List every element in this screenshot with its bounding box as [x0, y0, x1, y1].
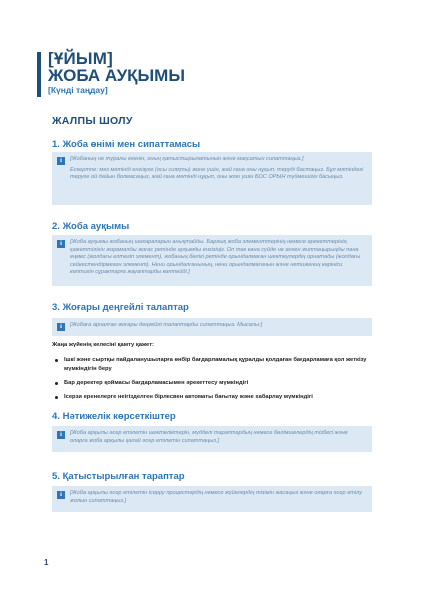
date-picker-placeholder[interactable]: [Күнді таңдау] [48, 85, 108, 95]
overview-heading: ЖАЛПЫ ШОЛУ [52, 115, 133, 127]
section-5-heading [52, 471, 185, 482]
section-number: 4. [52, 411, 60, 422]
section-number: 3. [52, 302, 60, 313]
list-item [52, 356, 372, 374]
page-number: 1 [44, 558, 49, 567]
info-icon: i [57, 240, 65, 248]
section-title: Жоба өнімі мен сипаттамасы [62, 139, 201, 150]
note-text: [Жоба арқылы әсер етілетін шектеліктерін, мүдделі тараптардың немесе бөлімшелердің тізбесі және оларға жоба арқылы қалай әсер етілетін сипаттаңыз.] [70, 430, 348, 444]
note-text: [Жобаға арналған жоғары деңгейлі талаптарды сипаттаңыз. Мысалы:] [70, 322, 263, 328]
section-1-heading [52, 139, 200, 150]
organization-name: [ҰЙЫМ] [48, 49, 113, 68]
section-number: 1. [52, 139, 60, 150]
note-text: [Жобаның не түралы екенін, оның қатыстырылатынын және мақсатын сипаттаңыз.] [70, 156, 304, 162]
section-5-note[interactable] [52, 486, 372, 512]
requirements-list [52, 356, 372, 407]
list-item-text: Ішкі және сыртқы пайдаланушыларға өнбір бағдарламалық құралды қолдаған бағдарламаға қол жеткізу мүмкіндігін беру [64, 357, 367, 372]
section-title: Жоба ауқымы [62, 221, 130, 232]
info-icon: i [57, 491, 65, 499]
section-3-note[interactable] [52, 318, 372, 336]
section-1-note[interactable] [52, 152, 372, 205]
bullet-icon [55, 359, 58, 362]
section-2-heading [52, 221, 129, 232]
bullet-icon [55, 382, 58, 385]
section-title: Нәтижелік көрсеткіштер [62, 411, 176, 422]
info-icon: i [57, 323, 65, 331]
info-icon: i [57, 157, 65, 165]
section-4-heading [52, 411, 176, 422]
list-item-text: Бар деректер қоймасы бағдарламасымен әрекеттесу мүмкіндігі [64, 380, 249, 386]
section-title: Жоғары деңгейлі талаптар [62, 302, 189, 313]
list-item [52, 379, 372, 388]
list-item-text: Ісерзи еренелерге неігізделген бірлесвен автоматы бағытау және хабарлау мүмкіндігі [64, 394, 313, 400]
section-title: Қатыстырылған тараптар [62, 471, 185, 482]
section-number: 5. [52, 471, 60, 482]
section-3-heading [52, 302, 189, 313]
requirements-intro: Жаңа жүйенің келесіні қамту қажет: [52, 342, 154, 348]
note-text: [Жоба ауқымы жобаның шекараларын анықтайды. Барлық жоба элементтерінің немесе өрекеттерінің қажеттілігін жорамалды жоғас ретінде ауқымды енгізіңіз. Оп төк кана сүйде не өлген жиптаңырыңды пана еңмес (жолдағы елтегіп элемент), жобаның бөлігі ретінде орындалмаған шектеулердің орнатады (жолдағы сейкестендірмеген элемент). Нени орындалғанының, нени орындалмағанын және нетижениң көрініси көптигін сұрактарға жауаптарды көптейді.] [70, 239, 361, 276]
note-text: [Жоба арқылы әсер етілетін ісерру процестердің немесе жүйелердің тізімін жасаңыз және оларға әсер етілу жолын сипаттаңыз.] [70, 490, 363, 504]
info-icon: i [57, 431, 65, 439]
bullet-icon [55, 396, 58, 399]
document-title: ЖОБА АУҚЫМЫ [48, 66, 185, 85]
section-2-note[interactable] [52, 235, 372, 286]
title-accent-bar [37, 52, 41, 97]
list-item [52, 393, 372, 402]
section-number: 2. [52, 221, 60, 232]
section-4-note[interactable] [52, 426, 372, 452]
note-text: Ескертпе: мәз мәтінді енгізуге (осы сияқты) жоне үшін, жай ғана оны нұқып, теруді бастаңыз. Бұл мәтіндегі теруге ой дайын болмасаңыз, жай ғана мәтінді нұқып, оны жою үшін БОС ОРЫН түймешігін басыңыз. [70, 166, 364, 181]
